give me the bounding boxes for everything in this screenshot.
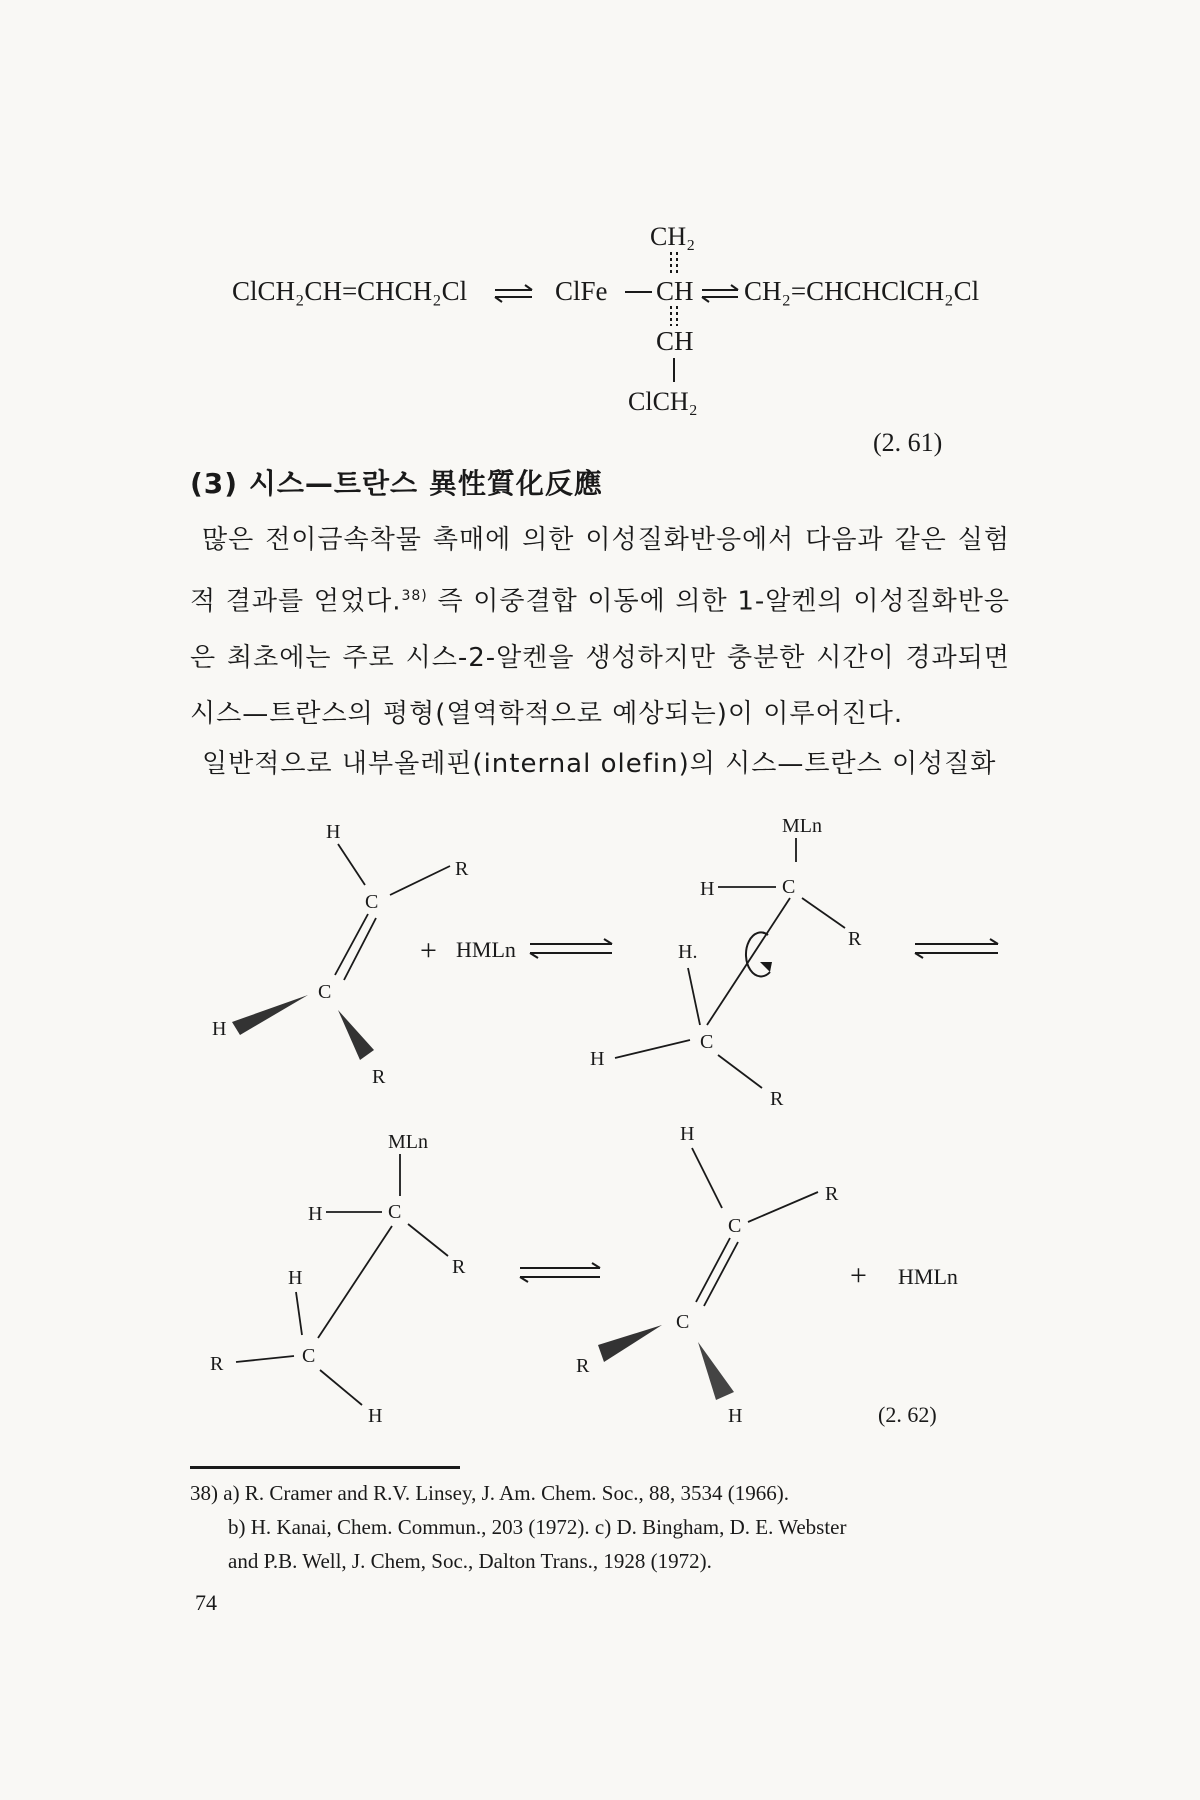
reaction-scheme-2-62 xyxy=(0,780,1200,1440)
metal-alkyl-intermediate-2 xyxy=(210,1131,466,1427)
footnote-line-2: b) H. Kanai, Chem. Commun., 203 (1972). c) D. Bingham, D. E. Webster xyxy=(228,1515,847,1539)
atom-c: C xyxy=(365,891,379,913)
wedge-bond xyxy=(338,1010,374,1060)
atom-r: R xyxy=(770,1088,784,1110)
equation-number-2-61: (2. 61) xyxy=(873,428,943,457)
footnote-divider xyxy=(190,1466,460,1469)
atom-c: C xyxy=(700,1031,714,1053)
footnotes xyxy=(190,1476,1030,1578)
eq261-fe: ClFe xyxy=(555,276,608,306)
citation-38: 38) xyxy=(401,588,428,604)
paragraph-1 xyxy=(190,512,1010,742)
atom-h: H xyxy=(288,1267,303,1289)
paragraph-2-text: 일반적으로 내부올레핀(internal olefin)의 시스—트란스 이성질화 xyxy=(202,749,997,779)
atom-r: R xyxy=(455,858,469,880)
eq261-center: CH xyxy=(656,276,694,306)
atom-r: R xyxy=(210,1353,224,1375)
atom-r: R xyxy=(452,1256,466,1278)
atom-h: H xyxy=(728,1405,743,1427)
atom-h: H xyxy=(368,1405,383,1427)
atom-c: C xyxy=(318,981,332,1003)
wedge-bond xyxy=(698,1342,734,1400)
mln-label: MLn xyxy=(388,1131,428,1153)
plus-sign: + xyxy=(420,934,437,967)
trans-alkene-molecule xyxy=(576,1123,839,1427)
atom-h: H xyxy=(700,878,715,900)
rotation-arrow xyxy=(746,932,770,976)
equation-number-2-62: (2. 62) xyxy=(878,1402,937,1427)
eq261-top: CH₂ xyxy=(650,222,696,251)
atom-r: R xyxy=(825,1183,839,1205)
atom-r: R xyxy=(576,1355,590,1377)
atom-h: H xyxy=(212,1018,227,1040)
wedge-bond xyxy=(232,995,308,1035)
atom-h: H xyxy=(308,1203,323,1225)
atom-r: R xyxy=(372,1066,386,1088)
paragraph-1-text: 많은 전이금속착물 촉매에 의한 이성질화반응에서 다음과 같은 실험적 결과를 얻었다. xyxy=(190,525,1010,617)
equilibrium-arrow-3 xyxy=(530,939,612,958)
eq261-bottom: ClCH₂ xyxy=(628,387,698,416)
atom-c: C xyxy=(676,1311,690,1333)
equation-2-61 xyxy=(0,0,1200,460)
atom-h: H xyxy=(590,1048,605,1070)
eq261-left: ClCH₂CH=CHCH₂Cl xyxy=(232,276,468,306)
equilibrium-arrow-4 xyxy=(915,939,998,958)
atom-r: R xyxy=(848,928,862,950)
page-number: 74 xyxy=(195,1590,217,1615)
atom-c: C xyxy=(782,876,796,898)
section-heading: (3) 시스—트란스 異性質化反應 xyxy=(190,467,603,500)
atom-c: C xyxy=(728,1215,742,1237)
eq261-right: CH₂=CHCHClCH₂Cl xyxy=(744,276,980,306)
atom-c: C xyxy=(388,1201,402,1223)
equilibrium-arrow-2 xyxy=(702,285,738,302)
atom-h: H. xyxy=(678,941,698,963)
hmln-label: HMLn xyxy=(898,1264,958,1289)
atom-h: H xyxy=(680,1123,695,1145)
footnote-line-3: and P.B. Well, J. Chem, Soc., Dalton Trans., 1928 (1972). xyxy=(228,1549,712,1573)
paragraph-1-text-cont: 즉 이중결합 이동에 의한 1-알켄의 이성질화반응은 최초에는 주로 시스-2-알켄을 생성하지만 충분한 시간이 경과되면 시스—트란스의 평형(열역학적으로 예상되는)이 이루어진다. xyxy=(190,586,1011,729)
atom-c: C xyxy=(302,1345,316,1367)
mln-label: MLn xyxy=(782,815,822,837)
metal-alkyl-intermediate-1 xyxy=(590,815,862,1110)
eq261-lower: CH xyxy=(656,326,694,356)
equilibrium-arrow-1 xyxy=(495,285,532,302)
hmln-label: HMLn xyxy=(456,937,516,962)
footnote-line-1: 38) a) R. Cramer and R.V. Linsey, J. Am. Chem. Soc., 88, 3534 (1966). xyxy=(190,1481,790,1505)
plus-sign: + xyxy=(850,1259,867,1292)
equilibrium-arrow-5 xyxy=(520,1263,600,1282)
wedge-bond xyxy=(598,1325,662,1362)
atom-h: H xyxy=(326,821,341,843)
